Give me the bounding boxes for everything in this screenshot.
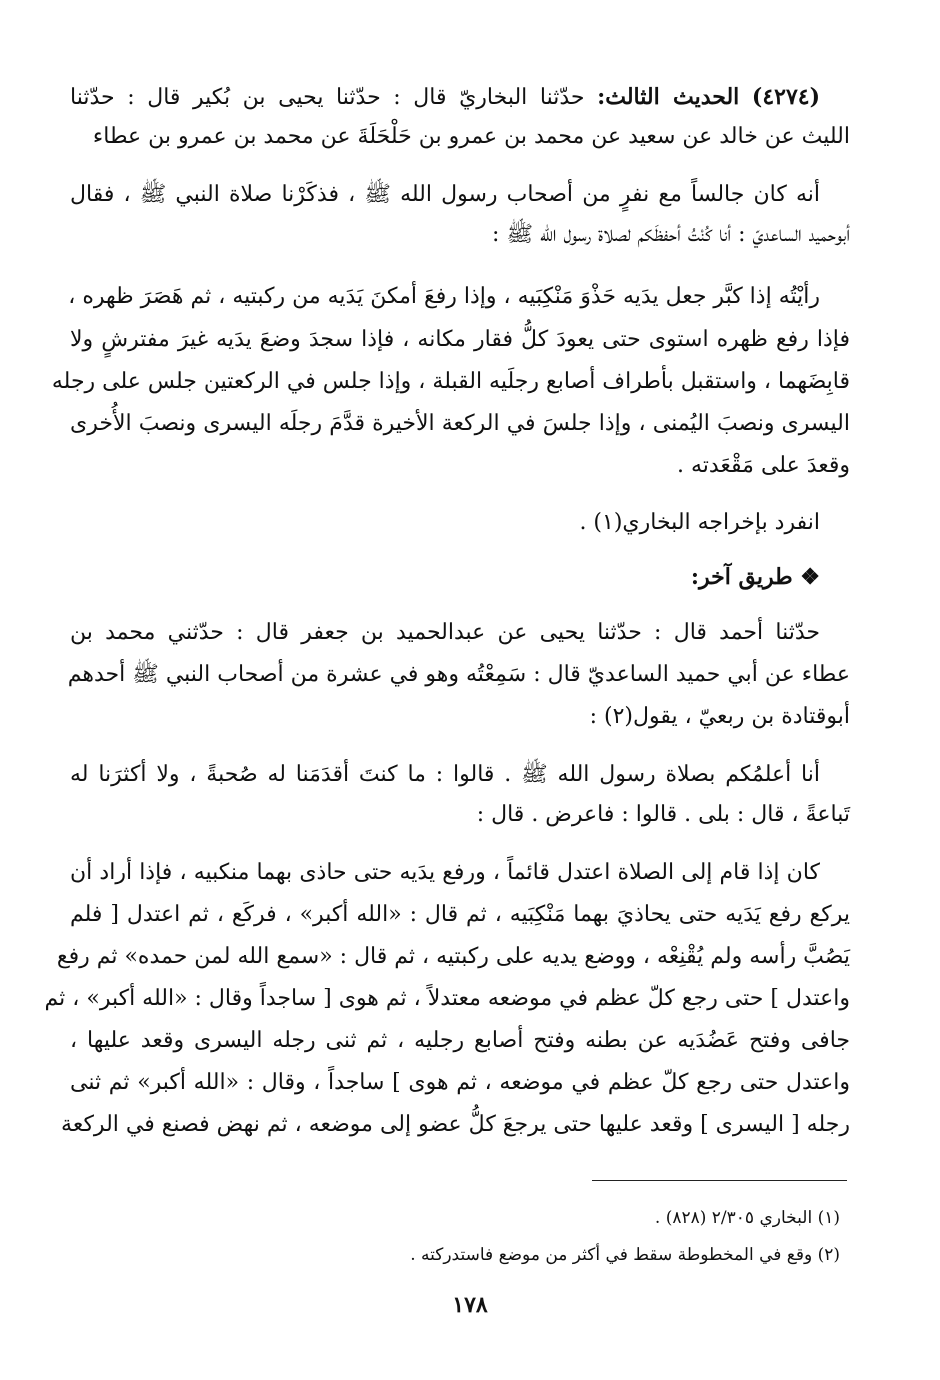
text-line: الليث عن خالد عن سعيد عن محمد بن عمرو بن حَلْحَلَةَ عن محمد بن عمرو بن عطاء [92, 124, 850, 149]
footnote-2: (٢) وقع في المخطوطة سقط في أكثر من موضع فاستدركته . [410, 1245, 840, 1265]
text-line: تَباعةً ، قال : بلى . قالوا : فاعرض . قال : [476, 802, 850, 827]
text-line: أبوقتادة بن ربعيّ ، يقول(٢) : [589, 704, 850, 729]
text-line: يَصُبَّ رأسه ولم يُقْنِعْه ، ووضع يديه على ركبتيه ، ثم قال : «سمع الله لمن حمده» ثم رفع [56, 944, 850, 969]
hadith-header-line [70, 82, 820, 113]
page-number: ١٧٨ [452, 1292, 488, 1318]
hadith-title: الحديث الثالث: [597, 84, 740, 110]
text-line: قابِضَهما ، واستقبل بأطراف أصابع رجلَيه القبلة ، وإذا جلس في الركعتين جلس على رجله [51, 369, 850, 394]
text-line: أبوحميد الساعديّ : أنا كُنْتُ أحفظَكم لصلاة رسول الله ﷺ : [492, 222, 850, 247]
text-line: رجله [ اليسرى ] وقعد عليها حتى يرجعَ كلُّ عضو إلى موضعه ، ثم نهض فصنع في الركعة [61, 1112, 850, 1137]
text-line: أنا أعلمُكم بصلاة رسول الله ﷺ . قالوا : ما كنتَ أقدَمَنا له صُحبةً ، ولا أكثرَنا له [70, 762, 820, 787]
text-line: عطاء عن أبي حميد الساعديّ قال : سَمِعْتُه وهو في عشرة من أصحاب النبي ﷺ أحدهم [67, 662, 850, 687]
text-line: اليسرى ونصبَ اليُمنى ، وإذا جلسَ في الركعة الأخيرة قدَّمَ رجلَه اليسرى ونصبَ الأُخرى [70, 411, 850, 436]
text-line: كان إذا قام إلى الصلاة اعتدل قائماً ، ورفع يدَيه حتى حاذى بهما منكبيه ، فإذا أراد أن [70, 860, 820, 885]
footnote-divider [592, 1180, 847, 1181]
hadith-number: (٤٢٧٤) [751, 84, 820, 110]
text-line: رأيْتُه إذا كبَّر جعل يدَيه حَذْوَ مَنْكِبَيه ، وإذا رفعَ أمكنَ يَدَيه من ركبتيه ، ثم هَصَرَ ظهره ، [68, 284, 820, 309]
section-heading: ❖ طريق آخر: [690, 564, 820, 590]
text-line: يركع رفع يَدَيه حتى يحاذيَ بهما مَنْكِبَيه ، ثم قال : «الله أكبر» ، فركَع ، ثم اعتدل [ فلم [70, 902, 850, 927]
text-line: وقعدَ على مَقْعَدته . [676, 453, 850, 478]
text-line: أنه كان جالساً مع نفرٍ من أصحاب رسول الله ﷺ ، فذكَرْنا صلاة النبي ﷺ ، فقال [70, 182, 820, 207]
text-line: حدّثنا البخاريّ قال : حدّثنا يحيى بن بُكير قال : حدّثنا [70, 85, 585, 110]
text-line: فإذا رفع ظهره استوى حتى يعودَ كلُّ فقار مكانه ، فإذا سجدَ وضعَ يدَيه غيرَ مفترشٍ ولا [70, 327, 850, 352]
takhrij-line: انفرد بإخراجه البخاري(١) . [579, 510, 820, 535]
text-line: حدّثنا أحمد قال : حدّثنا يحيى عن عبدالحميد بن جعفر قال : حدّثني محمد بن [70, 620, 820, 645]
footnote-1: (١) البخاري ٢/٣٠٥ (٨٢٨) . [654, 1208, 840, 1228]
text-line: واعتدل حتى رجع كلّ عظم في موضعه ، ثم هوى ] ساجداً ، وقال : «الله أكبر» ثم ثنى [70, 1070, 850, 1095]
text-line: واعتدل ] حتى رجع كلّ عظم في موضعه معتدلاً ، ثم هوى [ ساجداً وقال : «الله أكبر» ، ثم [44, 986, 850, 1011]
text-line: جافى وفتح عَضُدَيه عن بطنه وفتح أصابع رجليه ، ثم ثنى رجله اليسرى وقعد عليها ، [70, 1028, 850, 1053]
